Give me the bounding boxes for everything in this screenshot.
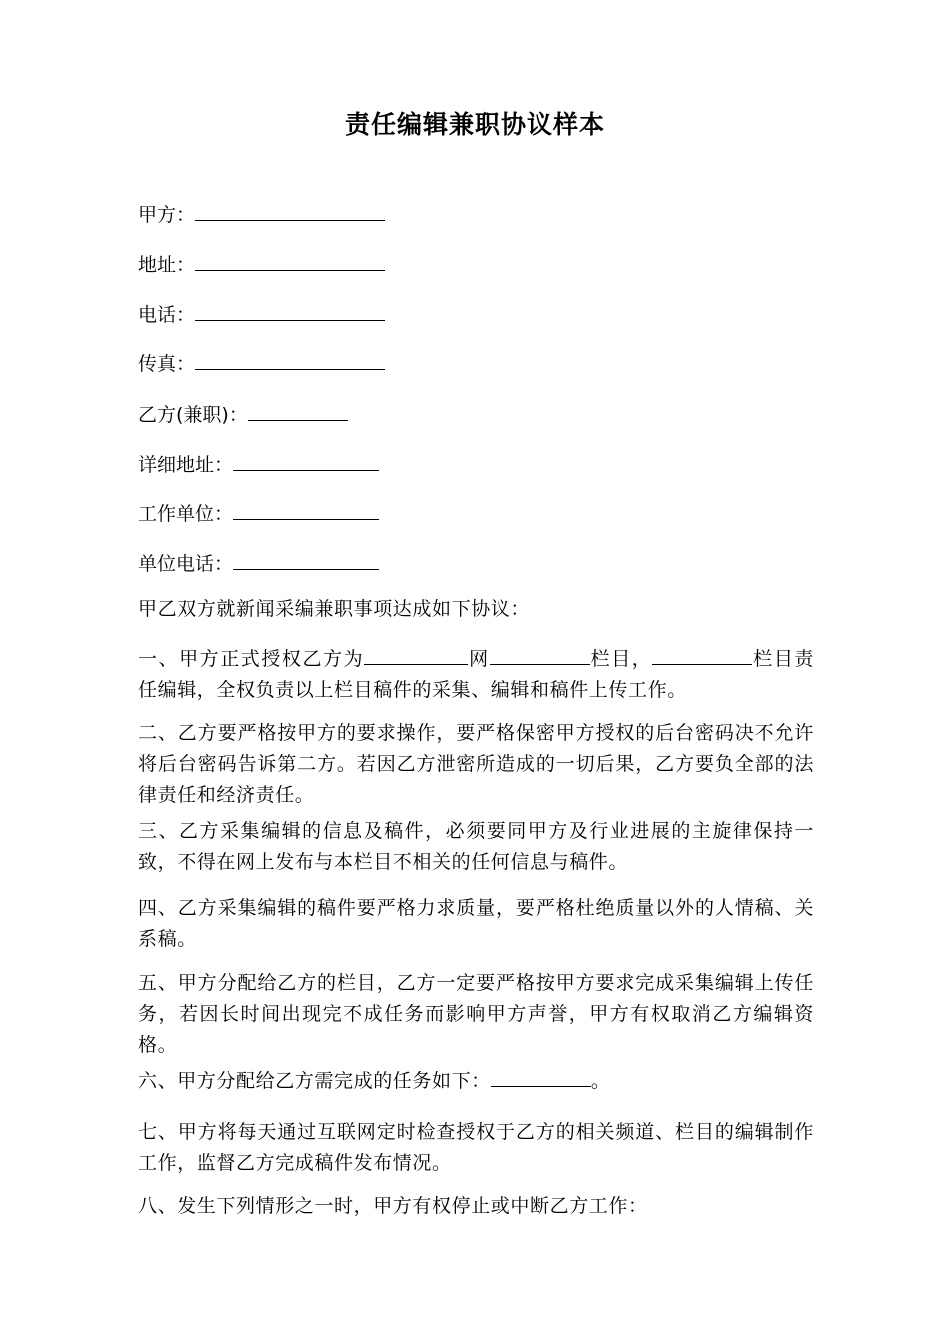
clause-6-part-2: 。 [590, 1070, 611, 1092]
party-b-blank [248, 400, 348, 421]
clause-1-blank-site [364, 646, 468, 665]
party-b-label: 乙方(兼职)： [138, 404, 248, 426]
address-field [138, 250, 385, 278]
fax-label: 传真： [138, 353, 196, 375]
party-a-field [138, 200, 385, 228]
work-unit-blank [233, 499, 379, 520]
clause-3: 三、乙方采集编辑的信息及稿件，必须要同甲方及行业进展的主旋律保持一致，不得在网上发布与本栏目不相关的任何信息与稿件。 [138, 820, 814, 873]
clause-6-blank [491, 1068, 591, 1087]
clause-8: 八、发生下列情形之一时，甲方有权停止或中断乙方工作： [138, 1195, 648, 1217]
detail-address-field [138, 450, 379, 478]
clause-1-part-4: 栏目责任编辑，全权负责以上栏目稿件的采集、编辑和稿件上传工作。 [138, 648, 814, 701]
party-b-field [138, 400, 348, 428]
clause-7: 七、甲方将每天通过互联网定时检查授权于乙方的相关频道、栏目的编辑制作工作，监督乙方完成稿件发布情况。 [138, 1121, 814, 1174]
fax-field [138, 349, 385, 377]
phone-label: 电话： [138, 304, 196, 326]
clause-5: 五、甲方分配给乙方的栏目，乙方一定要严格按甲方要求完成采集编辑上传任务，若因长时间出现完不成任务而影响甲方声誉，甲方有权取消乙方编辑资格。 [138, 972, 814, 1056]
address-label: 地址： [138, 254, 196, 276]
clause-6 [138, 1066, 814, 1097]
unit-phone-field [138, 549, 379, 577]
unit-phone-blank [233, 549, 379, 570]
clause-1-blank-column [490, 646, 590, 665]
phone-field [138, 300, 385, 328]
clause-1-part-2: 网 [468, 648, 490, 670]
clause-1-blank-column-2 [652, 646, 752, 665]
party-a-blank [195, 200, 385, 221]
clause-6-part-1: 六、甲方分配给乙方需完成的任务如下： [138, 1070, 491, 1092]
clause-1 [138, 644, 814, 706]
clause-1-part-3: 栏目， [589, 648, 653, 670]
fax-blank [195, 349, 385, 370]
phone-blank [195, 300, 385, 321]
intro-paragraph: 甲乙双方就新闻采编兼职事项达成如下协议： [138, 598, 531, 620]
clause-1-part-1: 一、甲方正式授权乙方为 [138, 648, 365, 670]
detail-address-label: 详细地址： [138, 454, 234, 476]
party-a-label: 甲方： [138, 204, 196, 226]
detail-address-blank [233, 450, 379, 471]
document-title: 责任编辑兼职协议样本 [344, 110, 605, 139]
address-blank [195, 250, 385, 271]
clause-2: 二、乙方要严格按甲方的要求操作，要严格保密甲方授权的后台密码决不允许将后台密码告诉第二方。若因乙方泄密所造成的一切后果，乙方要负全部的法律责任和经济责任。 [138, 722, 814, 806]
work-unit-field [138, 499, 379, 527]
unit-phone-label: 单位电话： [138, 553, 234, 575]
clause-4: 四、乙方采集编辑的稿件要严格力求质量，要严格杜绝质量以外的人情稿、关系稿。 [138, 897, 814, 950]
work-unit-label: 工作单位： [138, 503, 234, 525]
